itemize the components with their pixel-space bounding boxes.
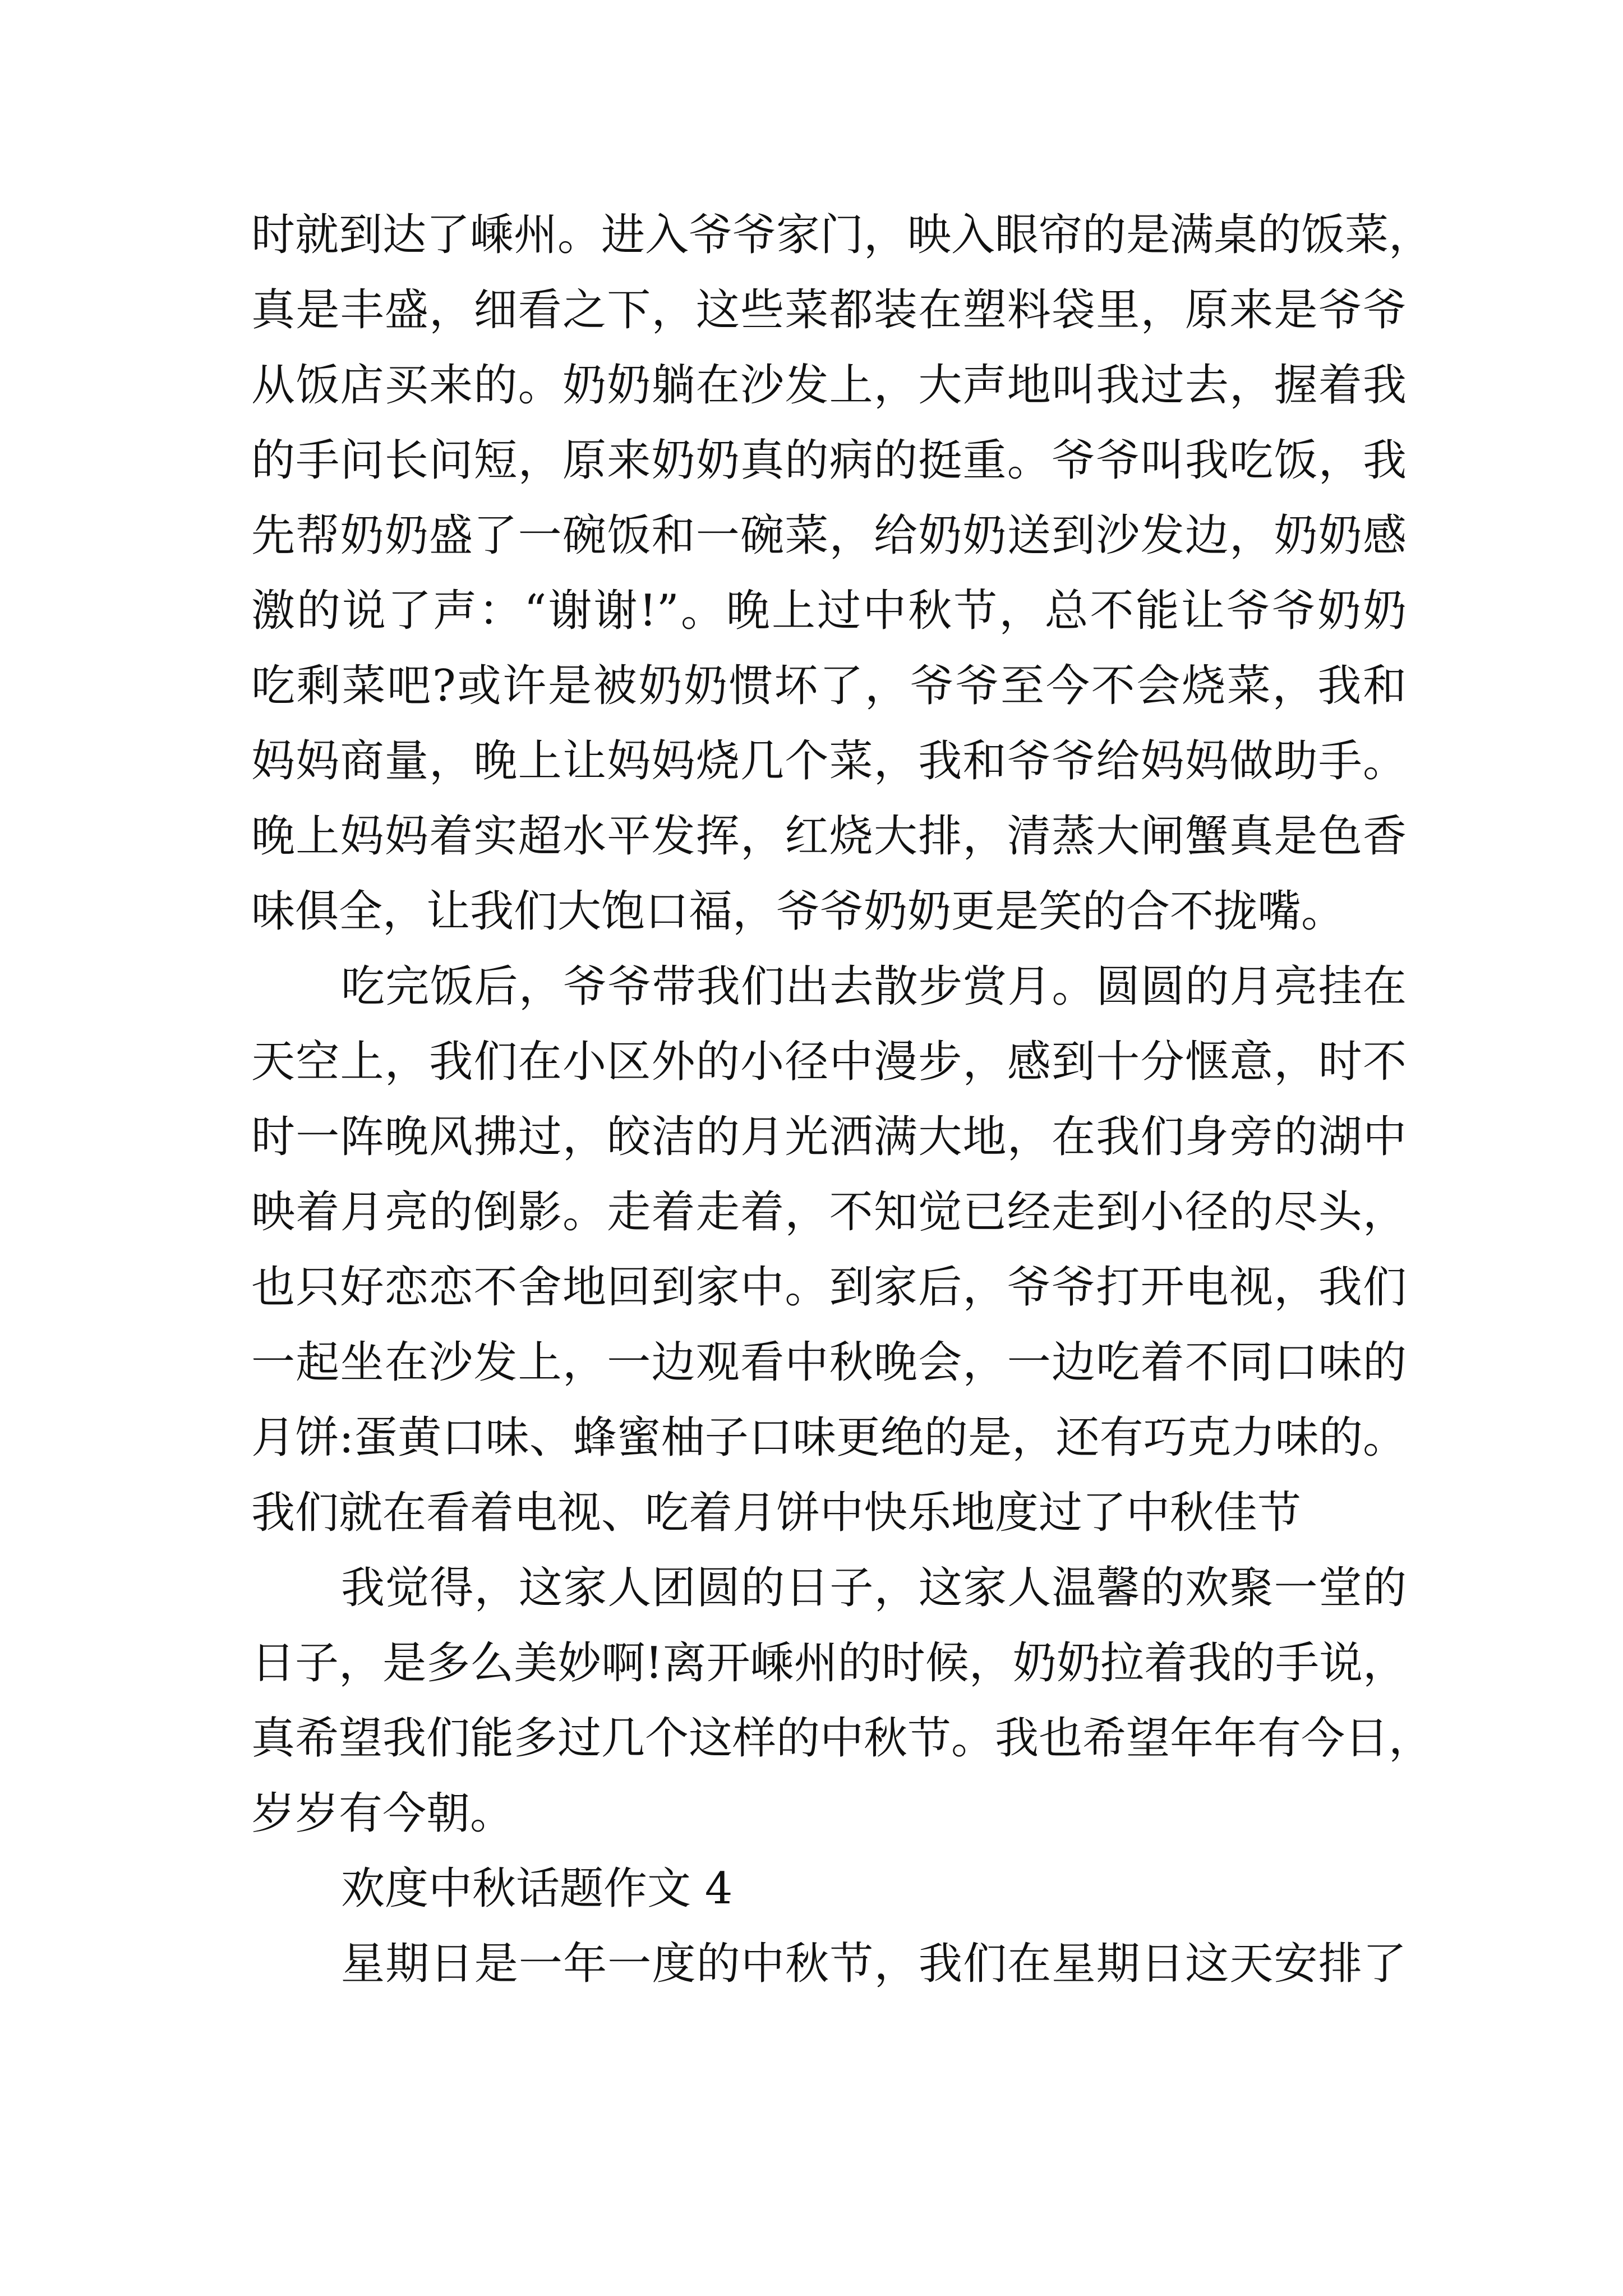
paragraph-4-line-1: 星期日是一年一度的中秋节，我们在星期日这天安排了: [341, 1939, 1407, 1989]
paragraph-2-line-6: 一起坐在沙发上，一边观看中秋晚会，一边吃着不同口味的: [251, 1337, 1407, 1388]
essay-body: [251, 197, 1433, 2001]
paragraph-1-line-2: 真是丰盛，细看之下，这些菜都装在塑料袋里，原来是爷爷: [251, 285, 1407, 335]
paragraph-1-line-10: 味俱全，让我们大饱口福，爷爷奶奶更是笑的合不拢嘴。: [251, 886, 1345, 937]
paragraph-3-line-2: 日子，是多么美妙啊!离开嵊州的时候，奶奶拉着我的手说，: [251, 1638, 1407, 1688]
paragraph-1-line-6: 激的说了声：“谢谢!”。晚上过中秋节，总不能让爷爷奶奶: [251, 586, 1407, 636]
paragraph-3-line-3: 真希望我们能多过几个这样的中秋节。我也希望年年有今日，: [251, 1713, 1433, 1764]
paragraph-2-line-8: 我们就在看着电视、吃着月饼中快乐地度过了中秋佳节: [251, 1488, 1302, 1538]
paragraph-1-line-1: 时就到达了嵊州。进入爷爷家门，映入眼帘的是满桌的饭菜，: [251, 210, 1433, 260]
paragraph-3-line-1: 我觉得，这家人团圆的日子，这家人温馨的欢聚一堂的: [341, 1563, 1407, 1613]
paragraph-2-line-3: 时一阵晚风拂过，皎洁的月光洒满大地，在我们身旁的湖中: [251, 1112, 1407, 1162]
paragraph-1-line-4: 的手问长问短，原来奶奶真的病的挺重。爷爷叫我吃饭，我: [251, 435, 1407, 486]
paragraph-2-line-2: 天空上，我们在小区外的小径中漫步，感到十分惬意，时不: [251, 1037, 1407, 1087]
paragraph-3-line-4: 岁岁有今朝。: [251, 1788, 514, 1839]
paragraph-1-line-7: 吃剩菜吧?或许是被奶奶惯坏了，爷爷至今不会烧菜，我和: [251, 661, 1407, 711]
paragraph-1-line-9: 晚上妈妈着实超水平发挥，红烧大排，清蒸大闸蟹真是色香: [251, 811, 1407, 862]
paragraph-2-line-4: 映着月亮的倒影。走着走着，不知觉已经走到小径的尽头，: [251, 1187, 1407, 1237]
section-heading: 欢度中秋话题作文 4: [341, 1864, 733, 1914]
paragraph-1-line-5: 先帮奶奶盛了一碗饭和一碗菜，给奶奶送到沙发边，奶奶感: [251, 510, 1407, 561]
paragraph-1-line-3: 从饭店买来的。奶奶躺在沙发上，大声地叫我过去，握着我: [251, 360, 1407, 411]
paragraph-1-line-8: 妈妈商量，晚上让妈妈烧几个菜，我和爷爷给妈妈做助手。: [251, 736, 1407, 786]
paragraph-2-line-5: 也只好恋恋不舍地回到家中。到家后，爷爷打开电视，我们: [251, 1262, 1407, 1313]
paragraph-2-line-7: 月饼:蛋黄口味、蜂蜜柚子口味更绝的是，还有巧克力味的。: [251, 1412, 1407, 1463]
paragraph-2-line-1: 吃完饭后，爷爷带我们出去散步赏月。圆圆的月亮挂在: [341, 961, 1407, 1012]
